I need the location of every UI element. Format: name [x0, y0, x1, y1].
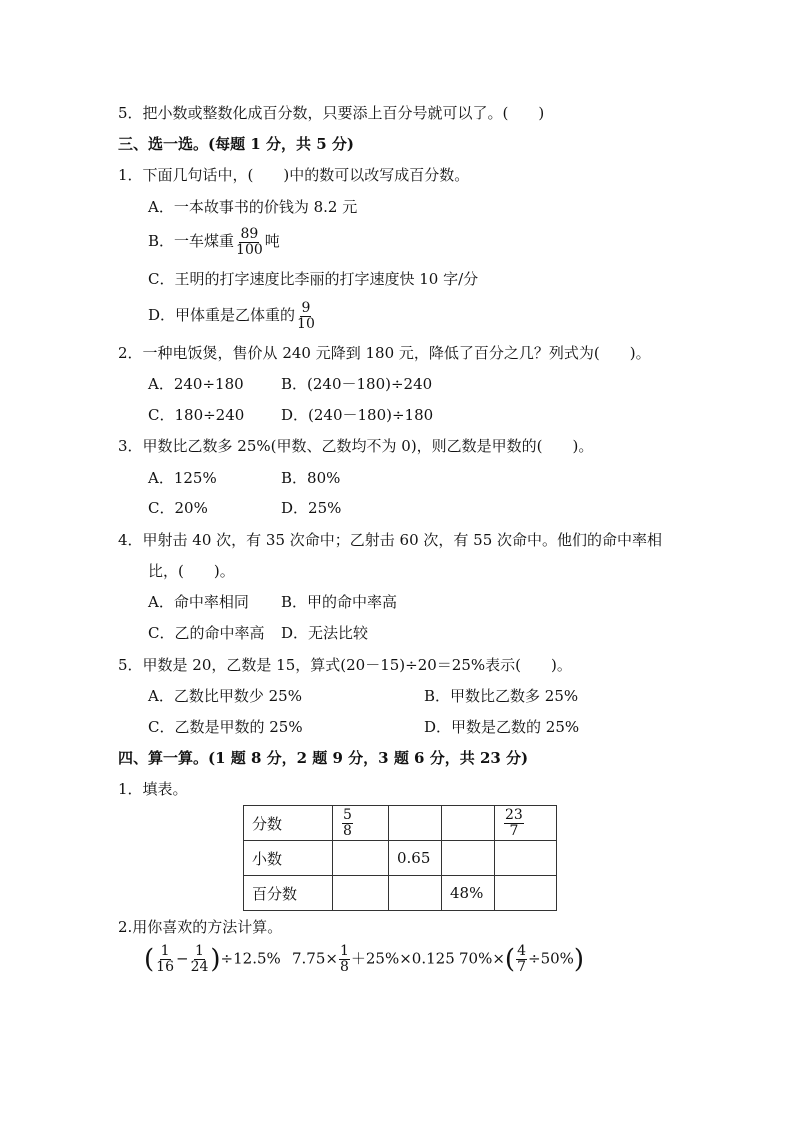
calc-3-tail: ÷50%	[528, 949, 574, 968]
fraction-89-100	[235, 227, 264, 258]
fraction-9-10	[296, 301, 316, 332]
judge-question-5: 5．把小数或整数化成百分数，只要添上百分号就可以了。( )	[118, 104, 545, 122]
table-row	[244, 806, 557, 841]
question-5-option-a: A．乙数比甲数少 25%	[148, 687, 302, 705]
table-cell	[333, 876, 389, 911]
fraction-numerator: 4	[517, 943, 526, 959]
question-5-option-b: B．甲数比乙数多 25%	[424, 687, 579, 705]
calculation-1	[144, 944, 281, 975]
table-cell	[442, 806, 495, 841]
table-cell	[389, 876, 442, 911]
table-cell: 0.65	[389, 841, 442, 876]
question-3-option-b: B．80%	[281, 469, 341, 487]
left-paren: (	[504, 944, 516, 975]
fraction-1-24	[190, 944, 210, 975]
fraction-5-8	[342, 808, 353, 839]
question-4-option-b: B．甲的命中率高	[281, 593, 398, 611]
fraction-denominator: 7	[509, 822, 519, 839]
question-2-option-b: B．(240－180)÷240	[281, 375, 433, 393]
option-b-prefix: B．一车煤重	[148, 232, 235, 250]
fraction-23-7	[504, 808, 524, 839]
table-cell	[333, 841, 389, 876]
fraction-1-8	[339, 944, 350, 975]
calc-1-tail: ÷12.5%	[220, 949, 281, 968]
option-b-suffix: 吨	[264, 232, 280, 250]
fraction-numerator: 1	[339, 943, 349, 959]
fraction-numerator: 9	[301, 299, 311, 316]
fraction-numerator: 23	[505, 806, 523, 823]
question-4-option-d: D．无法比较	[281, 624, 369, 642]
row-header-fraction: 分数	[244, 806, 333, 841]
question-5-option-d: D．甲数是乙数的 25%	[424, 718, 580, 736]
fraction-denominator: 10	[297, 315, 315, 332]
table-row	[244, 876, 557, 911]
table-cell	[333, 806, 389, 841]
fraction-4-7	[516, 944, 527, 975]
section-3-title: 三、选一选。(每题 1 分，共 5 分)	[118, 135, 354, 153]
question-4-option-c: C．乙的命中率高	[148, 624, 265, 642]
table-cell	[495, 806, 557, 841]
calculation-3	[459, 944, 584, 975]
question-1-stem: 1．下面几句话中，( )中的数可以改写成百分数。	[118, 166, 470, 184]
fraction-denominator: 100	[236, 241, 263, 258]
minus-sign: −	[175, 949, 189, 968]
question-2-option-c: C．180÷240	[148, 406, 245, 424]
question-1-option-c: C．王明的打字速度比李丽的打字速度快 10 字/分	[148, 270, 479, 288]
fraction-numerator: 89	[240, 225, 259, 242]
question-4-option-a: A．命中率相同	[148, 593, 249, 611]
fill-table-label: 1．填表。	[118, 780, 188, 798]
row-header-percent: 百分数	[244, 876, 333, 911]
right-paren: )	[573, 944, 585, 975]
question-4-stem-line-2: 比，( )。	[148, 562, 235, 580]
question-2-option-a: A．240÷180	[148, 375, 244, 393]
table-row	[244, 841, 557, 876]
fraction-denominator: 8	[343, 822, 352, 839]
table-cell	[389, 806, 442, 841]
calc-2-head: 7.75×	[292, 949, 338, 968]
question-1-option-d	[148, 300, 317, 332]
fraction-denominator: 16	[156, 959, 174, 975]
fraction-denominator: 8	[339, 959, 349, 975]
option-d-prefix: D．甲体重是乙体重的	[148, 306, 296, 324]
calculation-2	[292, 944, 455, 975]
question-5-option-c: C．乙数是甲数的 25%	[148, 718, 303, 736]
question-2-option-d: D．(240－180)÷180	[281, 406, 434, 424]
fraction-denominator: 24	[190, 959, 209, 975]
question-3-option-c: C．20%	[148, 499, 208, 517]
question-3-option-d: D．25%	[281, 499, 342, 517]
fraction-numerator: 5	[343, 806, 352, 823]
fraction-numerator: 1	[160, 943, 170, 959]
question-1-option-b	[148, 226, 280, 258]
conversion-table	[243, 805, 557, 911]
table-cell	[495, 841, 557, 876]
right-paren: )	[210, 944, 221, 975]
table-cell: 48%	[442, 876, 495, 911]
table-cell	[442, 841, 495, 876]
fraction-numerator: 1	[195, 943, 204, 959]
section-4-title: 四、算一算。(1 题 8 分，2 题 9 分，3 题 6 分，共 23 分)	[118, 749, 529, 767]
fraction-1-16	[155, 944, 175, 975]
left-paren: (	[144, 944, 155, 975]
calc-2-tail: ＋25%×0.125	[350, 949, 455, 968]
table-cell	[495, 876, 557, 911]
question-1-option-a: A．一本故事书的价钱为 8.2 元	[148, 198, 358, 216]
question-3-option-a: A．125%	[148, 469, 217, 487]
question-2-stem: 2．一种电饭煲，售价从 240 元降到 180 元，降低了百分之几？列式为( )。	[118, 344, 651, 362]
question-4-stem-line-1: 4．甲射击 40 次，有 35 次命中；乙射击 60 次，有 55 次命中。他们的命中率相	[118, 531, 663, 549]
question-5-stem: 5．甲数是 20，乙数是 15，算式(20－15)÷20＝25%表示( )。	[118, 656, 572, 674]
calc-3-head: 70%×	[459, 949, 505, 968]
calculation-label: 2.用你喜欢的方法计算。	[118, 918, 283, 936]
fraction-denominator: 7	[517, 959, 526, 975]
row-header-decimal: 小数	[244, 841, 333, 876]
question-3-stem: 3．甲数比乙数多 25%(甲数、乙数均不为 0)，则乙数是甲数的( )。	[118, 437, 594, 455]
